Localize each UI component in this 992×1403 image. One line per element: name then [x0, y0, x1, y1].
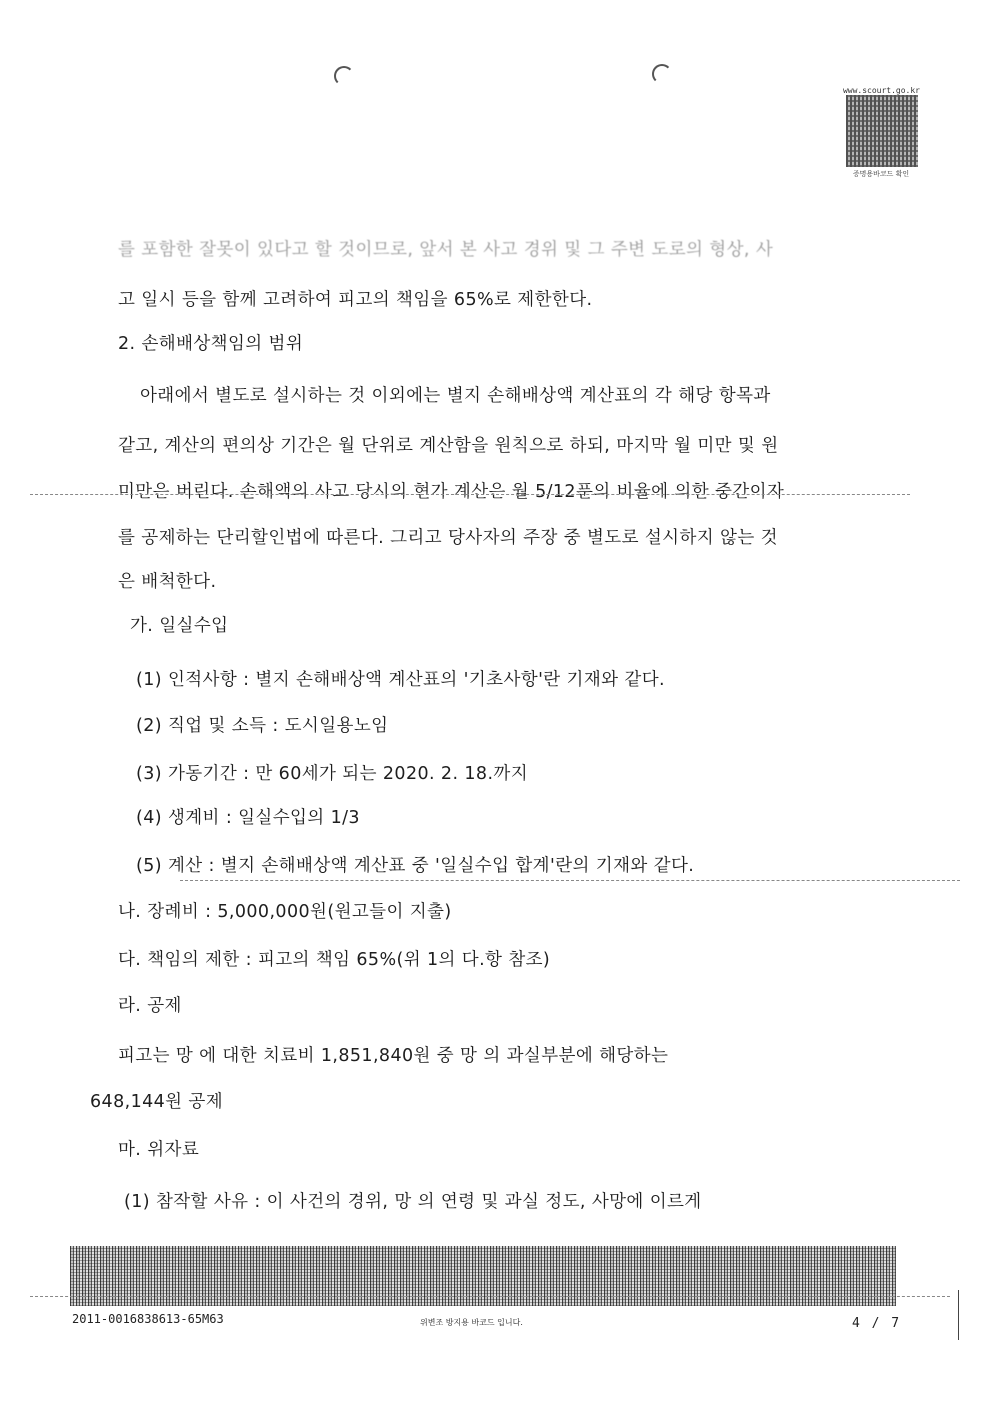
list-item: (3) 가동기간 : 만 60세가 되는 2020. 2. 18.까지: [136, 764, 529, 784]
scan-edge-line: [958, 1290, 959, 1340]
section-heading: 2. 손해배상책임의 범위: [118, 334, 304, 354]
list-item: (1) 인적사항 : 별지 손해배상액 계산표의 '기초사항'란 기재와 같다.: [136, 670, 665, 690]
barcode-note: 위변조 방지용 바코드 입니다.: [420, 1318, 523, 1327]
body-line: 고 일시 등을 함께 고려하여 피고의 책임을 65%로 제한한다.: [118, 290, 593, 310]
scan-artifact-line: [30, 494, 910, 495]
verification-qr: [842, 86, 920, 179]
punch-hole-left: [334, 66, 354, 86]
list-item: (4) 생계비 : 일실수입의 1/3: [136, 808, 360, 828]
subsection-heading: 마. 위자료: [118, 1140, 200, 1160]
punch-hole-right: [652, 64, 672, 84]
scan-artifact-line: [180, 880, 960, 881]
subsection-heading: 나. 장례비 : 5,000,000원(원고들이 지출): [118, 902, 452, 922]
subsection-heading: 가. 일실수입: [130, 616, 229, 636]
barcode-strip: [70, 1246, 896, 1306]
body-line: 를 포함한 잘못이 있다고 할 것이므로, 앞서 본 사고 경위 및 그 주변 도로의 형상, 사: [118, 240, 774, 260]
scan-artifact-line: [30, 1296, 950, 1297]
list-item: (1) 참작할 사유 : 이 사건의 경위, 망 의 연령 및 과실 정도, 사망에 이르게: [124, 1192, 702, 1212]
qr-caption: 증명용바코드 확인: [852, 170, 910, 178]
body-line: 미만은 버린다. 손해액의 사고 당시의 현가 계산은 월 5/12푼의 비율에 의한 중간이자: [118, 482, 785, 502]
subsection-heading: 라. 공제: [118, 996, 182, 1016]
body-line: 은 배척한다.: [118, 572, 217, 592]
qr-code-icon: [846, 95, 918, 167]
page-number: 4 / 7: [852, 1316, 902, 1331]
qr-url: www.scourt.go.kr: [842, 86, 920, 95]
list-item: (5) 계산 : 별지 손해배상액 계산표 중 '일실수입 합계'란의 기재와 같다.: [136, 856, 695, 876]
list-item: (2) 직업 및 소득 : 도시일용노임: [136, 716, 389, 736]
body-line: 를 공제하는 단리할인법에 따른다. 그리고 당사자의 주장 중 별도로 설시하지 않는 것: [118, 528, 778, 548]
body-line: 648,144원 공제: [90, 1092, 224, 1112]
body-line: 아래에서 별도로 설시하는 것 이외에는 별지 손해배상액 계산표의 각 해당 항목과: [140, 386, 771, 406]
document-number: 2011-0016838613-65M63: [72, 1312, 224, 1326]
subsection-heading: 다. 책임의 제한 : 피고의 책임 65%(위 1의 다.항 참조): [118, 950, 551, 970]
body-line: 피고는 망 에 대한 치료비 1,851,840원 중 망 의 과실부분에 해당하는: [118, 1046, 669, 1066]
body-line: 같고, 계산의 편의상 기간은 월 단위로 계산함을 원칙으로 하되, 마지막 월 미만 및 원: [118, 436, 779, 456]
